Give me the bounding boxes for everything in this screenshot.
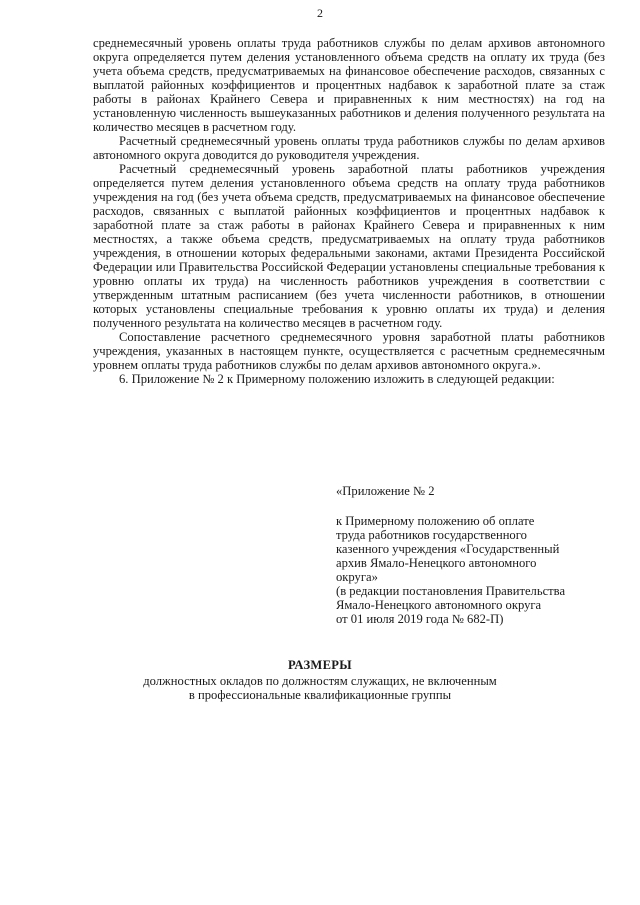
appendix-header	[336, 484, 616, 626]
appendix-line-4: архив Ямало-Ненецкого автономного	[336, 556, 537, 570]
document-body	[93, 36, 605, 386]
appendix-line-8: от 01 июля 2019 года № 682-П)	[336, 612, 504, 626]
paragraph-item-6: 6. Приложение № 2 к Примерному положению изложить в следующей редакции:	[119, 372, 555, 386]
appendix-line-6: (в редакции постановления Правительства	[336, 584, 566, 598]
page-number: 2	[317, 6, 323, 20]
appendix-line-5: округа»	[336, 570, 378, 584]
appendix-line-3: казенного учреждения «Государственный	[336, 542, 560, 556]
paragraph-calculated-level-institution: Расчетный среднемесячный уровень заработной платы работников учреждения определяется путем деления установленного объема средств на оплату труда работников учреждения на год (без учета объема средств, предусматриваемых на финансовое обеспечение расходов, связанных с выплатой районных коэффициентов и процентных надбавок к заработной плате за стаж работы в районах Крайнего Севера и приравненных к ним местностях, а также объема средств, предусматриваемых на оплату труда работников учреждения, в отношении которых федеральными законами, актами Президента Российской Федерации или Правительства Российской Федерации установлены специальные требования к уровню оплаты их труда) на численность работников учреждения в соответствии с утвержденным штатным расписанием (без учета численности работников, в отношении которых установлены специальные требования к уровню оплаты их труда) и деления полученного результата на количество месяцев в расчетном году.	[93, 162, 605, 330]
appendix-line-1: к Примерному положению об оплате	[336, 514, 535, 528]
appendix-line-7: Ямало-Ненецкого автономного округа	[336, 598, 542, 612]
sizes-section	[0, 658, 640, 702]
paragraph-continuation: среднемесячный уровень оплаты труда работников службы по делам архивов автономного округа определяется путем деления установленного объема средств на оплату их труда (без учета объема средств, предусматриваемых на финансовое обеспечение расходов, связанных с выплатой районных коэффициентов и процентных надбавок к заработной плате за стаж работы в районах Крайнего Севера и приравненных к ним местностях) на год на установленную численность вышеуказанных работников и деления полученного результата на количество месяцев в расчетном году.	[93, 36, 605, 134]
paragraph-calculated-level-archive-service: Расчетный среднемесячный уровень оплаты труда работников службы по делам архивов автономного округа доводится до руководителя учреждения.	[93, 134, 605, 162]
appendix-line-2: труда работников государственного	[336, 528, 527, 542]
appendix-title: «Приложение № 2	[336, 484, 435, 498]
sizes-subtitle-line-2: в профессиональные квалификационные группы	[188, 688, 452, 702]
sizes-heading: РАЗМЕРЫ	[288, 658, 352, 672]
paragraph-comparison: Сопоставление расчетного среднемесячного уровня заработной платы работников учреждения, указанных в настоящем пункте, осуществляется с расчетным среднемесячным уровнем оплаты труда работников службы по делам архивов автономного округа.».	[93, 330, 605, 372]
sizes-subtitle-line-1: должностных окладов по должностям служащих, не включенным	[143, 674, 497, 688]
